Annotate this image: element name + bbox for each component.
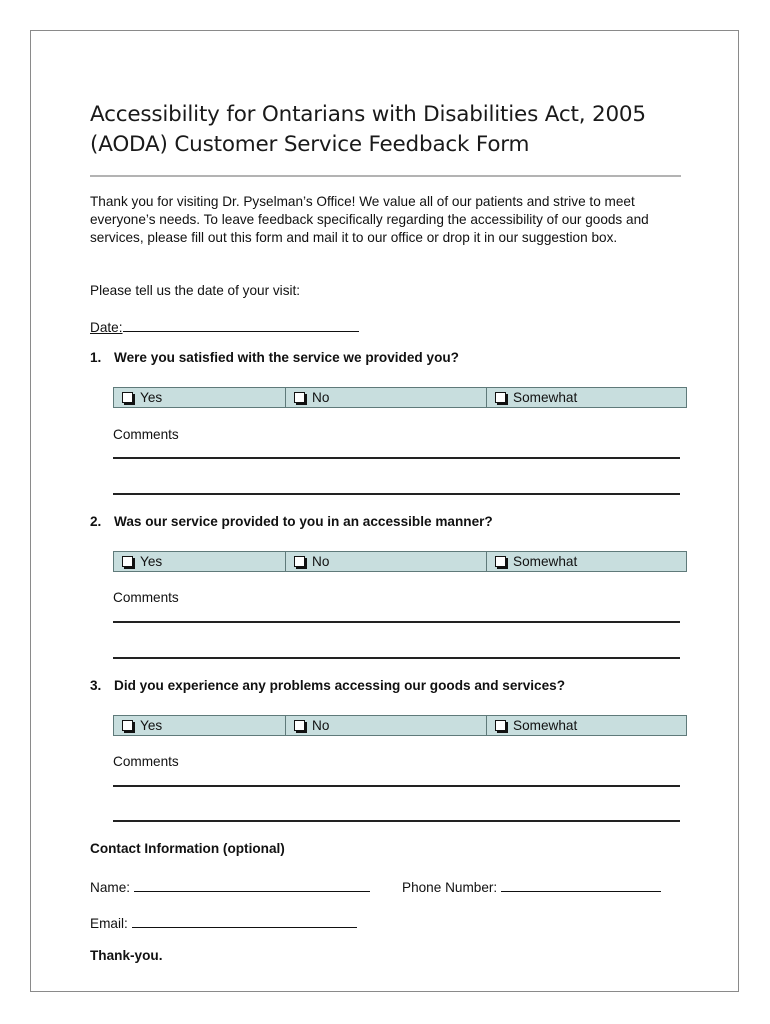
- checkbox-icon[interactable]: [495, 392, 506, 403]
- email-input-line[interactable]: [132, 913, 357, 928]
- option-somewhat[interactable]: Somewhat: [487, 552, 687, 572]
- comment-line[interactable]: [113, 493, 680, 495]
- date-field: [90, 317, 359, 335]
- option-no[interactable]: No: [286, 552, 487, 572]
- question-text: Were you satisfied with the service we provided you?: [114, 350, 459, 365]
- contact-heading: Contact Information (optional): [90, 841, 285, 856]
- email-label: Email:: [90, 916, 128, 931]
- title-line-1: Accessibility for Ontarians with Disabilities Act, 2005: [90, 102, 646, 127]
- question-text: Did you experience any problems accessing our goods and services?: [114, 678, 566, 693]
- question-number: 3.: [90, 678, 102, 693]
- option-yes[interactable]: Yes: [114, 716, 286, 736]
- question-number: 1.: [90, 350, 102, 365]
- option-yes[interactable]: Yes: [114, 552, 286, 572]
- phone-input-line[interactable]: [501, 877, 661, 892]
- name-input-line[interactable]: [134, 877, 370, 892]
- intro-paragraph: Thank you for visiting Dr. Pyselman’s Office! We value all of our patients and strive to meet everyone’s needs. To leave feedback specifically regarding the accessibility of our goods and services, please fill out this form and mail it to our office or drop it in our suggestion box.: [90, 194, 649, 245]
- form-title: [90, 100, 690, 160]
- question-1-options: [113, 387, 687, 408]
- comment-line[interactable]: [113, 457, 680, 459]
- checkbox-icon[interactable]: [122, 556, 133, 567]
- checkbox-icon[interactable]: [122, 720, 133, 731]
- option-no[interactable]: No: [286, 388, 487, 408]
- checkbox-icon[interactable]: [495, 556, 506, 567]
- date-label: Date:: [90, 320, 123, 335]
- checkbox-icon[interactable]: [294, 720, 305, 731]
- phone-label: Phone Number:: [402, 880, 498, 895]
- question-1: [90, 350, 459, 365]
- comment-line[interactable]: [113, 785, 680, 787]
- question-number: 2.: [90, 514, 102, 529]
- question-2: [90, 514, 493, 529]
- question-text: Was our service provided to you in an accessible manner?: [114, 514, 493, 529]
- phone-field: [402, 877, 661, 895]
- comment-line[interactable]: [113, 820, 680, 822]
- question-3: [90, 678, 565, 693]
- checkbox-icon[interactable]: [122, 392, 133, 403]
- visit-date-prompt: Please tell us the date of your visit:: [90, 283, 301, 298]
- closing-text: Thank-you.: [90, 948, 163, 963]
- title-divider: [90, 175, 681, 177]
- name-label: Name:: [90, 880, 131, 895]
- comment-line[interactable]: [113, 657, 680, 659]
- name-field: [90, 877, 370, 895]
- option-yes[interactable]: Yes: [114, 388, 286, 408]
- date-input-line[interactable]: [123, 317, 359, 332]
- option-somewhat[interactable]: Somewhat: [487, 716, 687, 736]
- checkbox-icon[interactable]: [294, 392, 305, 403]
- email-field: [90, 913, 357, 931]
- comment-line[interactable]: [113, 621, 680, 623]
- checkbox-icon[interactable]: [294, 556, 305, 567]
- checkbox-icon[interactable]: [495, 720, 506, 731]
- comments-label: Comments: [113, 754, 179, 769]
- title-line-2: (AODA) Customer Service Feedback Form: [90, 132, 530, 157]
- question-3-options: [113, 715, 687, 736]
- comments-label: Comments: [113, 590, 179, 605]
- option-no[interactable]: No: [286, 716, 487, 736]
- option-somewhat[interactable]: Somewhat: [487, 388, 687, 408]
- question-2-options: [113, 551, 687, 572]
- comments-label: Comments: [113, 427, 179, 442]
